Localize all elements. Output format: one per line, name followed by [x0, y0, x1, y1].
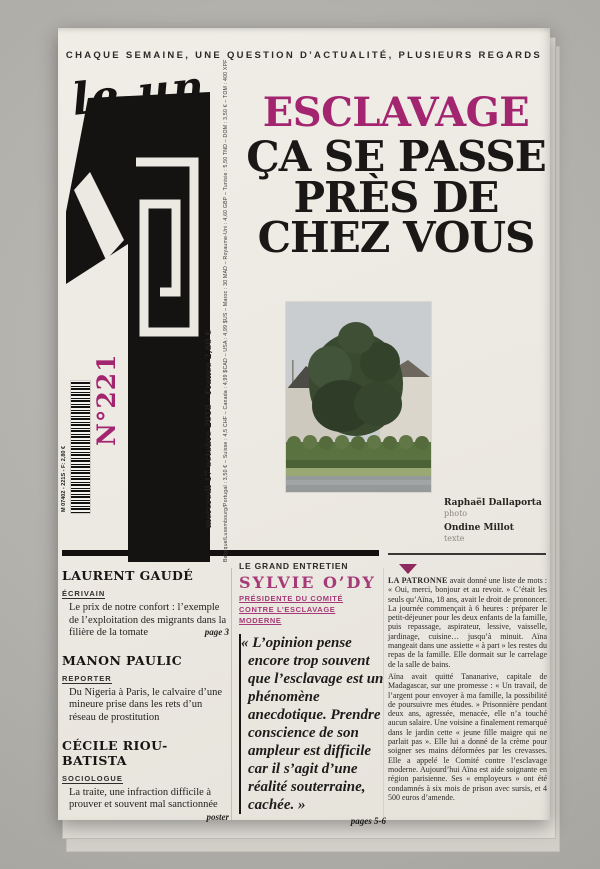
- credit-photo-role: photo: [444, 509, 468, 518]
- interview-role: PRÉSIDENTE DU COMITÉ CONTRE L’ESCLAVAGE MODERNE: [239, 594, 344, 625]
- headline-kicker: ESCLAVAGE: [262, 89, 530, 136]
- interview-column: [239, 561, 386, 826]
- page-ref: page 3: [204, 627, 229, 638]
- page-ref: poster: [206, 811, 229, 822]
- photo-credits: [444, 498, 554, 548]
- down-triangle-icon: [399, 564, 417, 574]
- column-separator-1: [231, 568, 232, 820]
- newspaper-sheet: [58, 28, 550, 826]
- article-paragraph-1: [388, 576, 547, 669]
- contributor-name: MANON PAULIC: [62, 652, 183, 668]
- credit-photo-name: Raphaël Dallaporta: [444, 498, 542, 508]
- credit-text-role: texte: [444, 534, 465, 543]
- photo-road-highlight: [286, 480, 431, 485]
- contributor-summary-text: Le prix de notre confort : l’exemple de l’exploitation des migrants dans la filière de la tomate: [69, 602, 227, 639]
- interview-quote: « L’opinion pense encore trop souvent que l’esclavage est un phénomène anecdotique. Prendre conscience de son ampleur est difficile car il s’agit d’une réalité souterraine, cachée. »: [239, 634, 386, 814]
- date-price: mercredi 17 octobre 2018 - France 2,80 €: [204, 329, 214, 528]
- barcode-label: M 07402 - 221S - F: 2,80 €: [61, 445, 67, 512]
- article-paragraph-2: Aïna avait quitté Tananarive, capitale de Madagascar, sur une promesse : « Un travail, de l’argent pour envoyer à ma famille, la possibilité de poursuivre mes études. » Prisonnière pendant deux ans, agressée, menacée, elle n’a touché aucun salaire. Une voisine a finalement remarqué dans le jardin cette « jeune fille maigre qui ne parlait pas ». Elle lui a donné de la crème pour soigner ses mains déformées par les crevasses. Elle a appelé le Comité contre l’esclavage moderne. Aujourd’hui Aïna est aide soignante en région parisienne. Ses « employeurs » ont été condamnés à six mois de prison avec sursis, et 4 500 euros d’amende.: [388, 671, 547, 802]
- contributor-summary: [62, 602, 229, 640]
- contributor-role: SOCIOLOGUE: [62, 773, 123, 783]
- photo-grass: [286, 468, 431, 476]
- contributor-block: [62, 737, 229, 822]
- masthead-tagline: CHAQUE SEMAINE, UNE QUESTION D’ACTUALITÉ, PLUSIEURS REGARDS: [65, 50, 543, 61]
- contributor-role: REPORTER: [62, 673, 112, 683]
- contributor-role: ÉCRIVAIN: [62, 589, 106, 598]
- barcode-bars: [70, 380, 91, 514]
- headline-line-1: ÇA SE PASSE: [246, 131, 546, 181]
- contributor-summary-text: Du Nigeria à Paris, le calvaire d’une mineure prise dans les rets d’un réseau de prostitution: [69, 686, 223, 723]
- interview-kicker: LE GRAND ENTRETIEN: [239, 561, 349, 571]
- contributor-block: [62, 568, 229, 640]
- interview-name: SYLVIE O’DY: [239, 573, 376, 592]
- cover-photo: [286, 302, 431, 492]
- contributors-column: [62, 568, 229, 825]
- interview-page-ref: pages 5-6: [350, 815, 386, 826]
- barcode: [61, 380, 91, 514]
- issue-number: N°221: [92, 353, 121, 446]
- contributor-block: [62, 653, 229, 725]
- photo-hedge: [286, 435, 431, 468]
- international-prices: Belgique/Luxembourg/Portugal : 3,50 € – Suisse : 4,5 CHF – Canada : 4,99 $CAD – USA : 4,99 $US – Maroc : 30 MAD – Royaume-Uni : 4,60 GBP – Tunisie : 5,50 TND – DOM : 3,50 € – TOM : 400 XPF: [223, 59, 229, 562]
- headline-line-2: PRÈS DE: [293, 172, 499, 222]
- section-divider-thin: [388, 553, 546, 555]
- contributor-summary: [62, 687, 229, 725]
- headline-line-3: CHEZ VOUS: [257, 213, 535, 263]
- article-column: [388, 576, 547, 805]
- contributor-summary: [62, 786, 229, 822]
- contributor-summary-text: La traite, une infraction difficile à prouver et souvent mal sanctionnée: [69, 786, 218, 811]
- article-lead: LA PATRONNE: [388, 576, 448, 585]
- contributor-name: CÉCILE RIOU-BATISTA: [62, 737, 168, 768]
- headline-block: [232, 89, 560, 263]
- logo-script: le un: [69, 61, 209, 126]
- article-paragraph-1-text: avait donné une liste de mots : « Oui, merci, bonjour et au revoir. » C’était les seuls qu’Aïna, 18 ans, avait le droit de prononcer. La journée commençait à 6 heures : préparer le petit-déjeuner pour les deux enfants de la famille, puis repassage, aspirateur, lessive, vaisselle, jardinage, cuisine… jusqu’à minuit. Aïna mangeait dans une assiette « à part » les restes du repas de la famille. Elle dormait sur le carrelage de la salle de bains.: [388, 576, 547, 669]
- contributor-name: LAURENT GAUDÉ: [62, 568, 194, 583]
- credit-text-name: Ondine Millot: [444, 523, 514, 533]
